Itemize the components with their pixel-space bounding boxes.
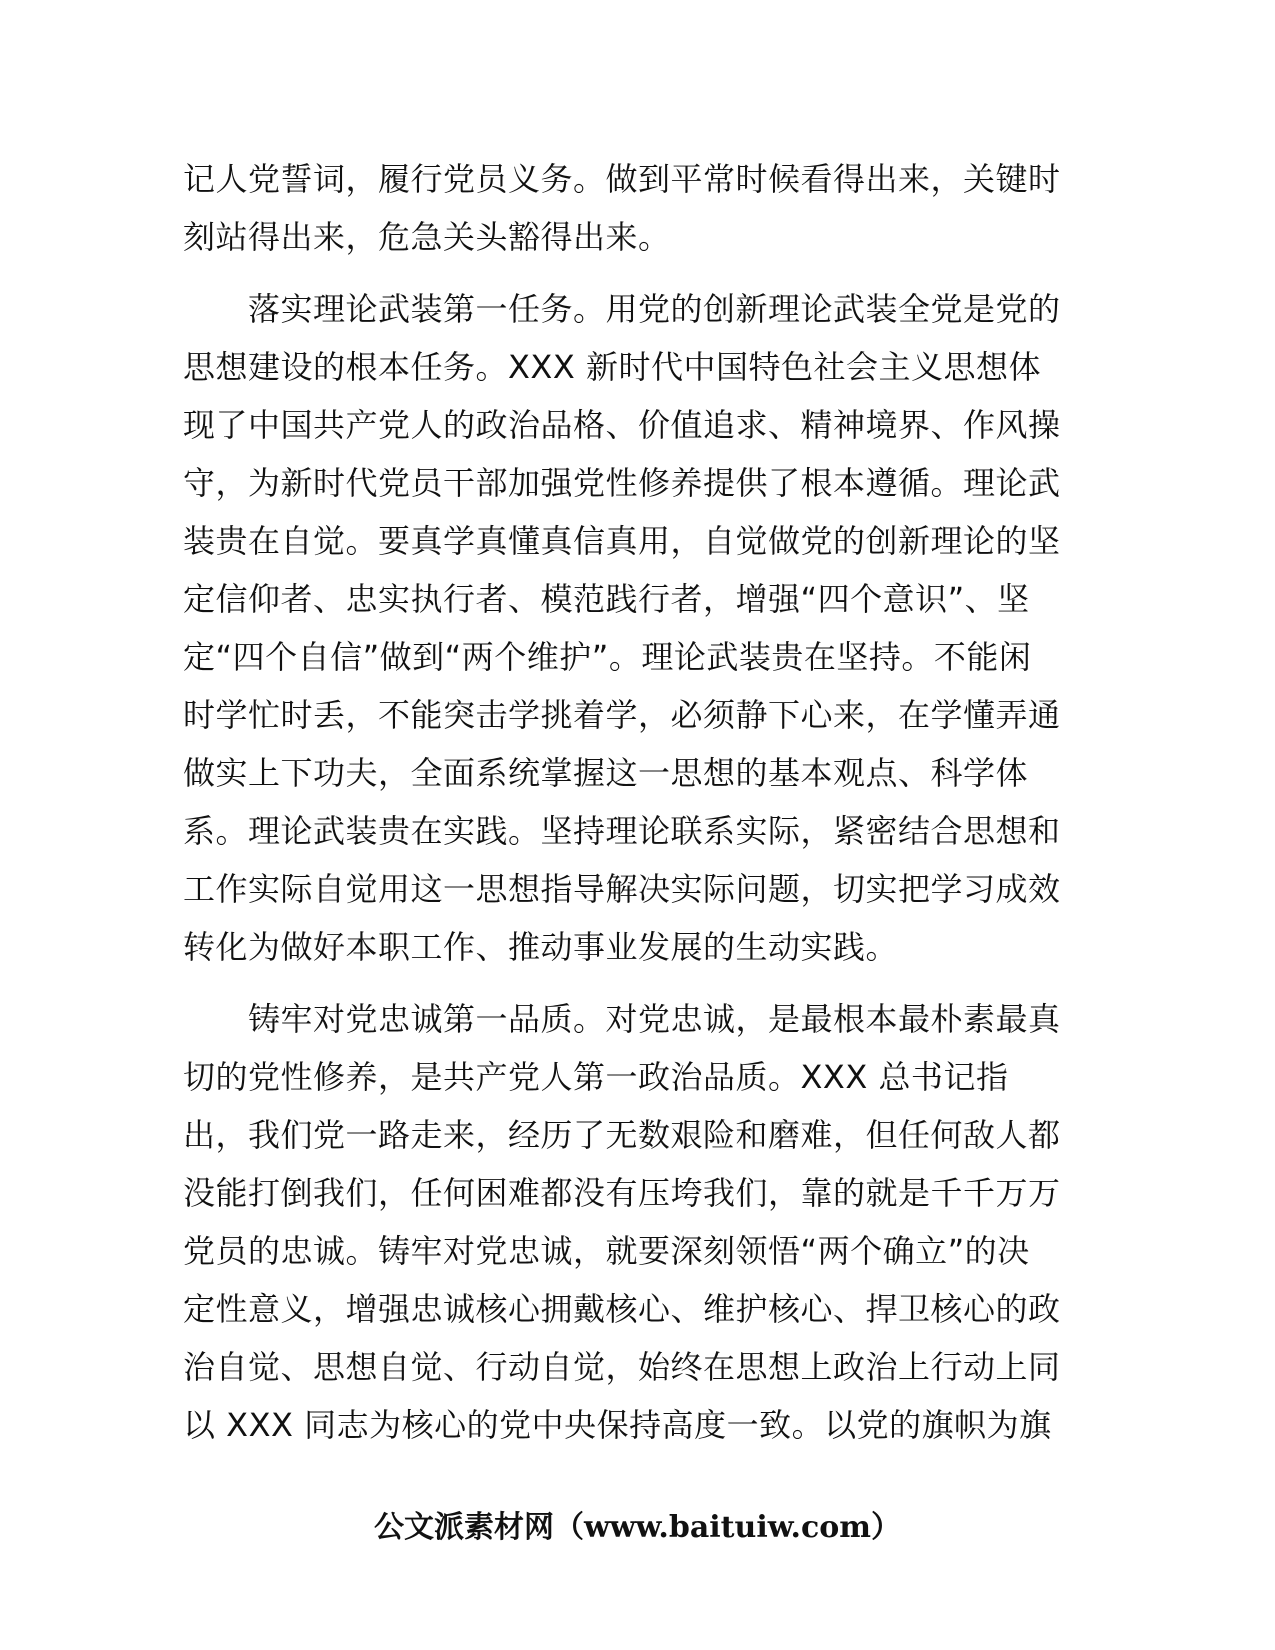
text-line: 刻站得出来，危急关头豁得出来。 bbox=[183, 218, 671, 256]
text-line: 定性意义，增强忠诚核心拥戴核心、维护核心、捍卫核心的政 bbox=[183, 1290, 1061, 1328]
paragraph-gap bbox=[183, 266, 1083, 280]
paragraph-2 bbox=[183, 280, 1083, 976]
footer-watermark: 公文派素材网（www.baituiw.com） bbox=[373, 1510, 902, 1545]
text-line: 时学忙时丢，不能突击学挑着学，必须静下心来，在学懂弄通 bbox=[183, 696, 1061, 734]
text-line: 装贵在自觉。要真学真懂真信真用，自觉做党的创新理论的坚 bbox=[183, 522, 1061, 560]
text-line: 工作实际自觉用这一思想指导解决实际问题，切实把学习成效 bbox=[183, 870, 1061, 908]
text-line: 定信仰者、忠实执行者、模范践行者，增强“四个意识”、坚 bbox=[183, 580, 1030, 618]
text-line: 以 XXX 同志为核心的党中央保持高度一致。以党的旗帜为旗 bbox=[183, 1406, 1052, 1444]
text-line: 没能打倒我们，任何困难都没有压垮我们，靠的就是千千万万 bbox=[183, 1174, 1061, 1212]
text-line: 治自觉、思想自觉、行动自觉，始终在思想上政治上行动上同 bbox=[183, 1348, 1061, 1386]
text-line: 转化为做好本职工作、推动事业发展的生动实践。 bbox=[183, 928, 899, 966]
text-line: 做实上下功夫，全面系统掌握这一思想的基本观点、科学体 bbox=[183, 754, 1029, 792]
text-line: 铸牢对党忠诚第一品质。对党忠诚，是最根本最朴素最真 bbox=[183, 1000, 1061, 1038]
text-line: 思想建设的根本任务。XXX 新时代中国特色社会主义思想体 bbox=[183, 348, 1041, 386]
text-line: 党员的忠诚。铸牢对党忠诚，就要深刻领悟“两个确立”的决 bbox=[183, 1232, 1030, 1270]
text-line: 定“四个自信”做到“两个维护”。理论武装贵在坚持。不能闲 bbox=[183, 638, 1032, 676]
document-body bbox=[183, 150, 1083, 1454]
paragraph-3 bbox=[183, 990, 1083, 1454]
paragraph-1 bbox=[183, 150, 1083, 266]
text-line: 记人党誓词，履行党员义务。做到平常时候看得出来，关键时 bbox=[183, 160, 1061, 198]
text-line: 现了中国共产党人的政治品格、价值追求、精神境界、作风操 bbox=[183, 406, 1061, 444]
text-line: 落实理论武装第一任务。用党的创新理论武装全党是党的 bbox=[183, 290, 1061, 328]
text-line: 出，我们党一路走来，经历了无数艰险和磨难，但任何敌人都 bbox=[183, 1116, 1061, 1154]
text-line: 系。理论武装贵在实践。坚持理论联系实际，紧密结合思想和 bbox=[183, 812, 1061, 850]
paragraph-gap bbox=[183, 976, 1083, 990]
text-line: 守，为新时代党员干部加强党性修养提供了根本遵循。理论武 bbox=[183, 464, 1061, 502]
text-line: 切的党性修养，是共产党人第一政治品质。XXX 总书记指 bbox=[183, 1058, 1009, 1096]
